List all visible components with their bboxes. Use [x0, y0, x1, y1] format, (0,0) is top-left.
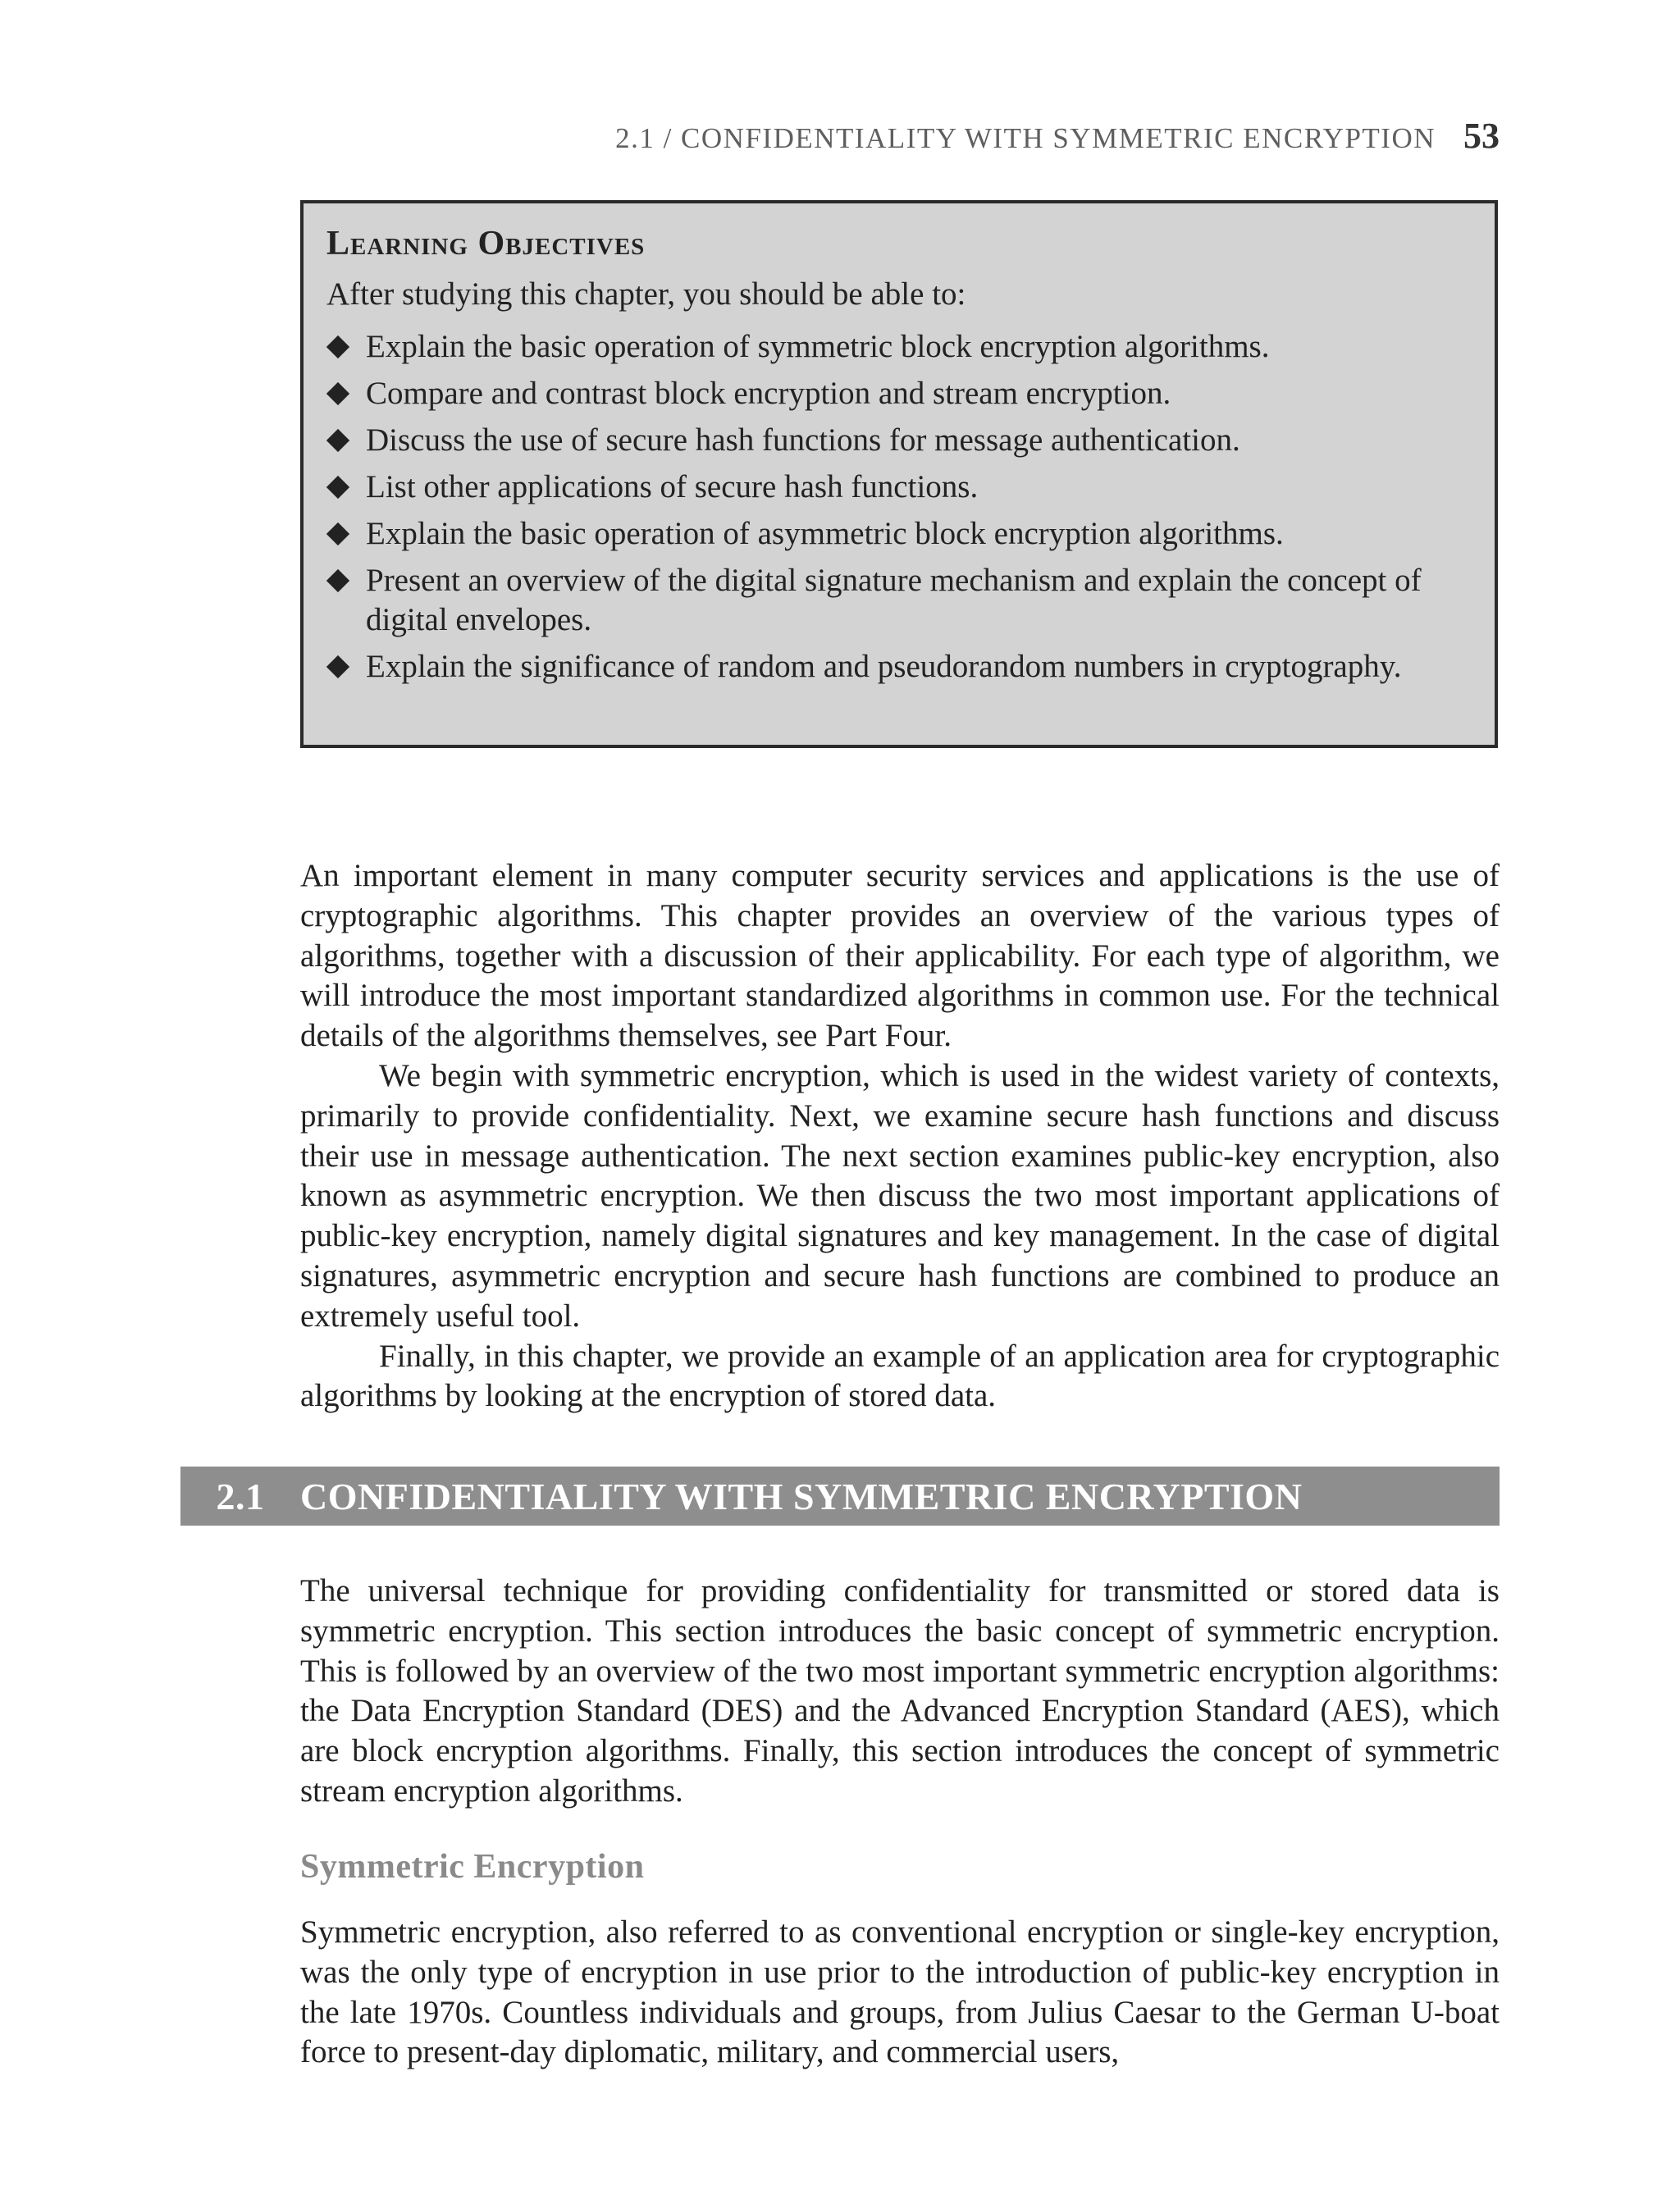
section-body: [300, 1572, 1500, 1812]
diamond-bullet-icon: [326, 476, 349, 499]
subsection-body: [300, 1913, 1500, 2073]
intro-paragraph: An important element in many computer security services and applications is the use of cryptographic algorithms. This chapter provides an overview of the various types of algorithms, together with a discussion of their applicability. For each type of algorithm, we will introduce the most important standardized algorithms in common use. For the technical details of the algorithms themselves, see Part Four.: [300, 858, 1500, 1054]
running-header: [615, 115, 1500, 157]
objective-item: [326, 327, 1472, 367]
objective-text: Discuss the use of secure hash functions for message authentication.: [366, 422, 1240, 459]
objective-item: [326, 468, 1472, 507]
diamond-bullet-icon: [326, 335, 349, 358]
page-number: 53: [1463, 116, 1500, 156]
objective-item: [326, 647, 1472, 687]
objective-text: Explain the basic operation of symmetric block encryption algorithms.: [366, 329, 1270, 365]
section-paragraph: The universal technique for providing confidentiality for transmitted or stored data is symmetric encryption. This section introduces the basic concept of symmetric encryption. This is followed by an overview of the two most important symmetric encryption algorithms: the Data Encryption Standard (DES) and the Advanced Encryption Standard (AES), which are block encryption algorithms. Finally, this section introduces the concept of symmetric stream encryption algorithms.: [300, 1573, 1500, 1809]
intro-paragraph: We begin with symmetric encryption, which is used in the widest variety of contexts, primarily to provide confidentiality. Next, we examine secure hash functions and discuss their use in message authentication. The next section examines public-key encryption, also known as asymmetric encryption. We then discuss the two most important applications of public-key encryption, namely digital signatures and key management. In the case of digital signatures, asymmetric encryption and secure hash functions are combined to produce an extremely useful tool.: [300, 1057, 1500, 1334]
subsection-heading: Symmetric Encryption: [300, 1848, 645, 1886]
diamond-bullet-icon: [326, 522, 349, 545]
diamond-bullet-icon: [326, 569, 349, 592]
diamond-bullet-icon: [326, 429, 349, 452]
objective-text: List other applications of secure hash functions.: [366, 469, 979, 505]
learning-objectives-list: [326, 327, 1472, 687]
running-header-title: 2.1 / CONFIDENTIALITY WITH SYMMETRIC ENCRYPTION: [615, 122, 1436, 154]
subsection-paragraph: Symmetric encryption, also referred to as conventional encryption or single-key encryption, was the only type of encryption in use prior to the introduction of public-key encryption in the late 1970s. Countless individuals and groups, from Julius Caesar to the German U-boat force to present-day diplomatic, military, and commercial users,: [300, 1914, 1500, 2070]
learning-objectives-intro: After studying this chapter, you should be able to:: [326, 276, 966, 313]
objective-item: [326, 514, 1472, 554]
objective-text: Explain the basic operation of asymmetric block encryption algorithms.: [366, 516, 1284, 552]
objective-item: [326, 421, 1472, 460]
objective-item: [326, 374, 1472, 413]
diamond-bullet-icon: [326, 655, 349, 678]
learning-objectives-heading: Learning Objectives: [326, 225, 646, 262]
diamond-bullet-icon: [326, 382, 349, 405]
intro-paragraph: Finally, in this chapter, we provide an example of an application area for cryptographic algorithms by looking at the encryption of stored data.: [300, 1338, 1500, 1414]
objective-text: Present an overview of the digital signature mechanism and explain the concept of digital envelopes.: [366, 563, 1422, 638]
chapter-intro: [300, 856, 1500, 1417]
section-title: CONFIDENTIALITY WITH SYMMETRIC ENCRYPTION: [300, 1475, 1303, 1517]
objective-text: Compare and contrast block encryption and stream encryption.: [366, 376, 1171, 412]
objective-text: Explain the significance of random and pseudorandom numbers in cryptography.: [366, 649, 1402, 685]
section-heading-banner: [180, 1467, 1500, 1526]
objective-item: [326, 561, 1472, 640]
section-number: 2.1: [216, 1475, 265, 1517]
learning-objectives-box: [300, 200, 1498, 748]
